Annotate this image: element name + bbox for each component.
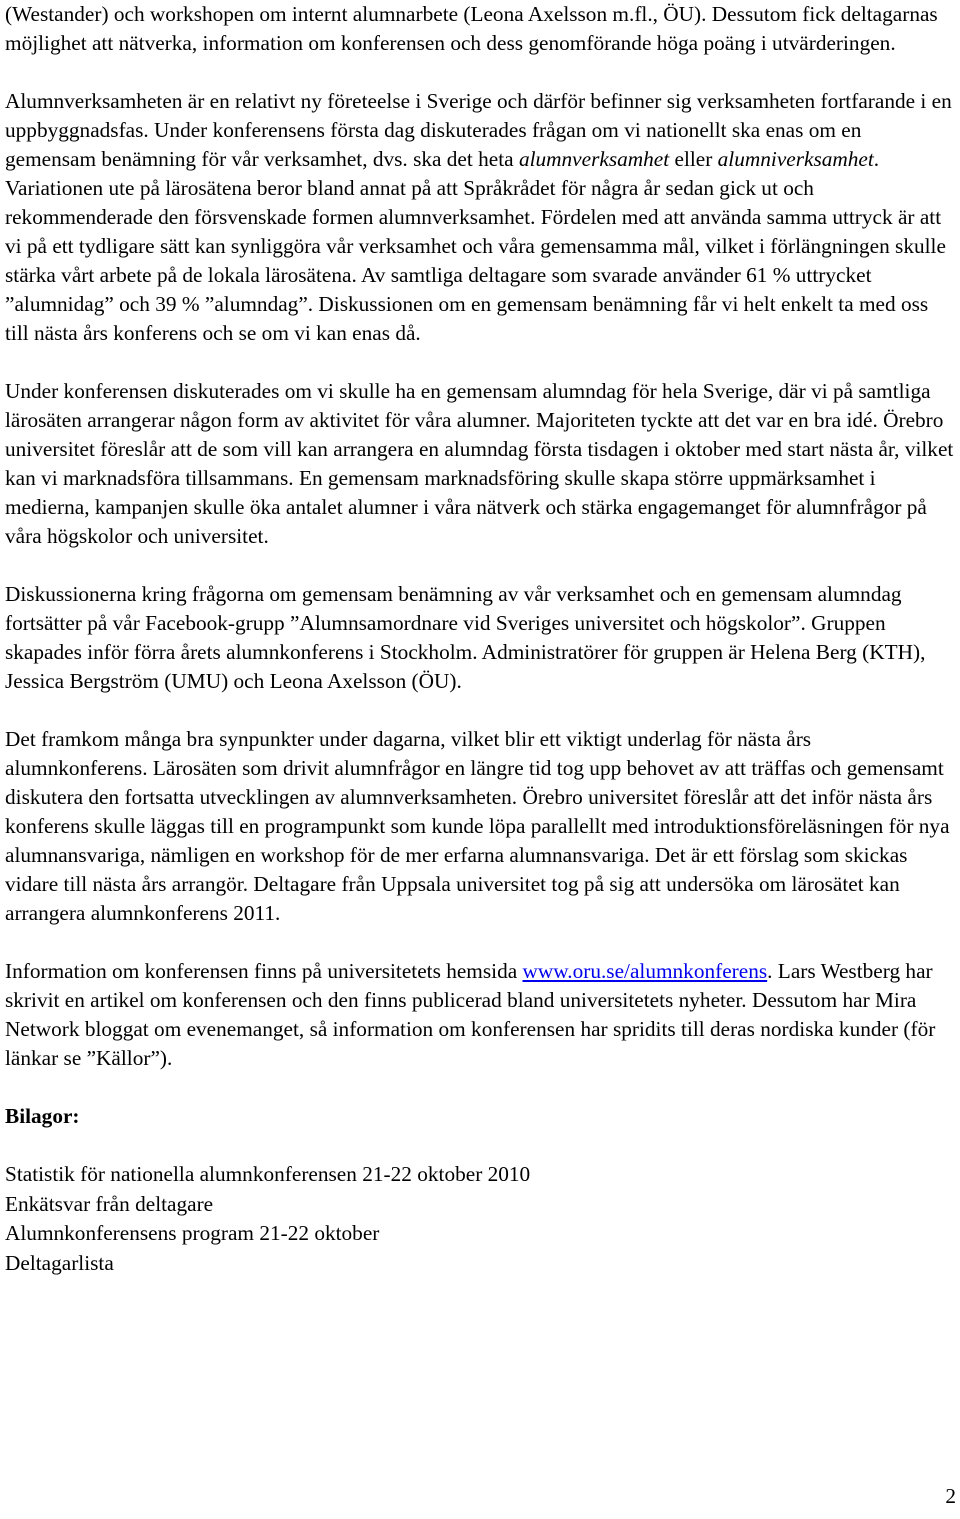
paragraph-naming-discussion xyxy=(5,87,955,348)
conference-website-link[interactable]: www.oru.se/alumnkonferens xyxy=(522,959,768,983)
document-page xyxy=(5,0,955,1278)
text-segment: eller xyxy=(669,147,718,171)
attachment-item: Alumnkonferensens program 21-22 oktober xyxy=(5,1221,380,1245)
attachment-item: Enkätsvar från deltagare xyxy=(5,1191,214,1216)
paragraph-evaluation-summary: (Westander) och workshopen om internt alumnarbete (Leona Axelsson m.fl., ÖU). Dessutom fick deltagarnas möjlighet att nätverka, information om konferensen och dess genomförande höga poäng i utvärderingen. xyxy=(5,2,938,55)
italic-term-alumniverksamhet: alumniverksamhet xyxy=(717,147,874,171)
paragraph-alumni-day: Under konferensen diskuterades om vi skulle ha en gemensam alumndag för hela Sverige, där vi på samtliga lärosäten arrangerar någon form av aktivitet för våra alumner. Majoriteten tyckte att det var en bra idé. Örebro universitet föreslår att de som vill kan arrangera en alumndag första tisdagen i oktober med start nästa år, vilket kan vi marknadsföra tillsammans. En gemensam marknadsföring skulle skapa större uppmärksamhet i medierna, kampanjen skulle öka antalet alumner i våra nätverk och stärka engagemanget för alumnfrågor på våra högskolor och universitet. xyxy=(5,379,954,548)
page-number: 2 xyxy=(945,1484,956,1508)
paragraph-feedback: Det framkom många bra synpunkter under dagarna, vilket blir ett viktigt underlag för nästa års alumnkonferens. Lärosäten som drivit alumnfrågor en längre tid tog upp behovet av att träffas och gemensamt diskutera den fortsatta utvecklingen av alumnverksamheten. Örebro universitet föreslår att det inför nästa års konferens skulle läggas till en programpunkt som kunde löpa parallellt med introduktionsföreläsningen för nya alumnansvariga, nämligen en workshop för de mer erfarna alumnansvariga. Det är ett förslag som skickas vidare till nästa års arrangör. Deltagare från Uppsala universitet tog på sig att undersöka om lärosätet kan arrangera alumnkonferens 2011. xyxy=(5,727,950,925)
paragraph-information xyxy=(5,957,955,1073)
attachment-item: Deltagarlista xyxy=(5,1250,114,1275)
italic-term-alumnverksamhet: alumnverksamhet xyxy=(518,147,670,171)
text-segment: Alumnverksamheten är en relativt ny företeelse i Sverige och därför befinner sig verksamheten fortfarande i en uppbyggnadsfas. Under konferensens första dag diskuterades frågan om vi nationellt ska enas om en gemensam benämning för vår verksamhet, dvs. ska det heta xyxy=(5,89,952,171)
attachments-heading: Bilagor: xyxy=(5,1104,80,1128)
text-segment: . Variationen ute på lärosätena beror bland annat på att Språkrådet för några år sedan gick ut och rekommenderade den försvenskade formen alumnverksamhet. Fördelen med att använda samma uttryck är att vi på ett tydligare sätt kan synliggöra vår verksamhet och våra gemensamma mål, vilket i förlängningen skulle stärka vårt arbete på de lokala lärosätena. Av samtliga deltagare som svarade använder 61 % uttrycket ”alumnidag” och 39 % ”alumndag”. Diskussionen om en gemensam benämning får vi helt enkelt ta med oss till nästa års konferens och se om vi kan enas då. xyxy=(5,147,946,345)
text-segment: . Lars Westberg har skrivit en artikel om konferensen och den finns publicerad bland universitetets nyheter. Dessutom har Mira Network bloggat om evenemanget, så information om konferensen har spridits till deras nordiska kunder (för länkar se ”Källor”). xyxy=(5,959,936,1070)
attachment-item: Statistik för nationella alumnkonferensen 21-22 oktober 2010 xyxy=(5,1162,531,1186)
text-segment: Information om konferensen finns på universitetets hemsida xyxy=(5,959,523,983)
attachments-list xyxy=(5,1160,955,1278)
paragraph-facebook-group: Diskussionerna kring frågorna om gemensam benämning av vår verksamhet och en gemensam alumndag fortsätter på vår Facebook-grupp ”Alumnsamordnare vid Sveriges universitet och högskolor”. Gruppen skapades inför förra årets alumnkonferens i Stockholm. Administratörer för gruppen är Helena Berg (KTH), Jessica Bergström (UMU) och Leona Axelsson (ÖU). xyxy=(5,582,926,693)
